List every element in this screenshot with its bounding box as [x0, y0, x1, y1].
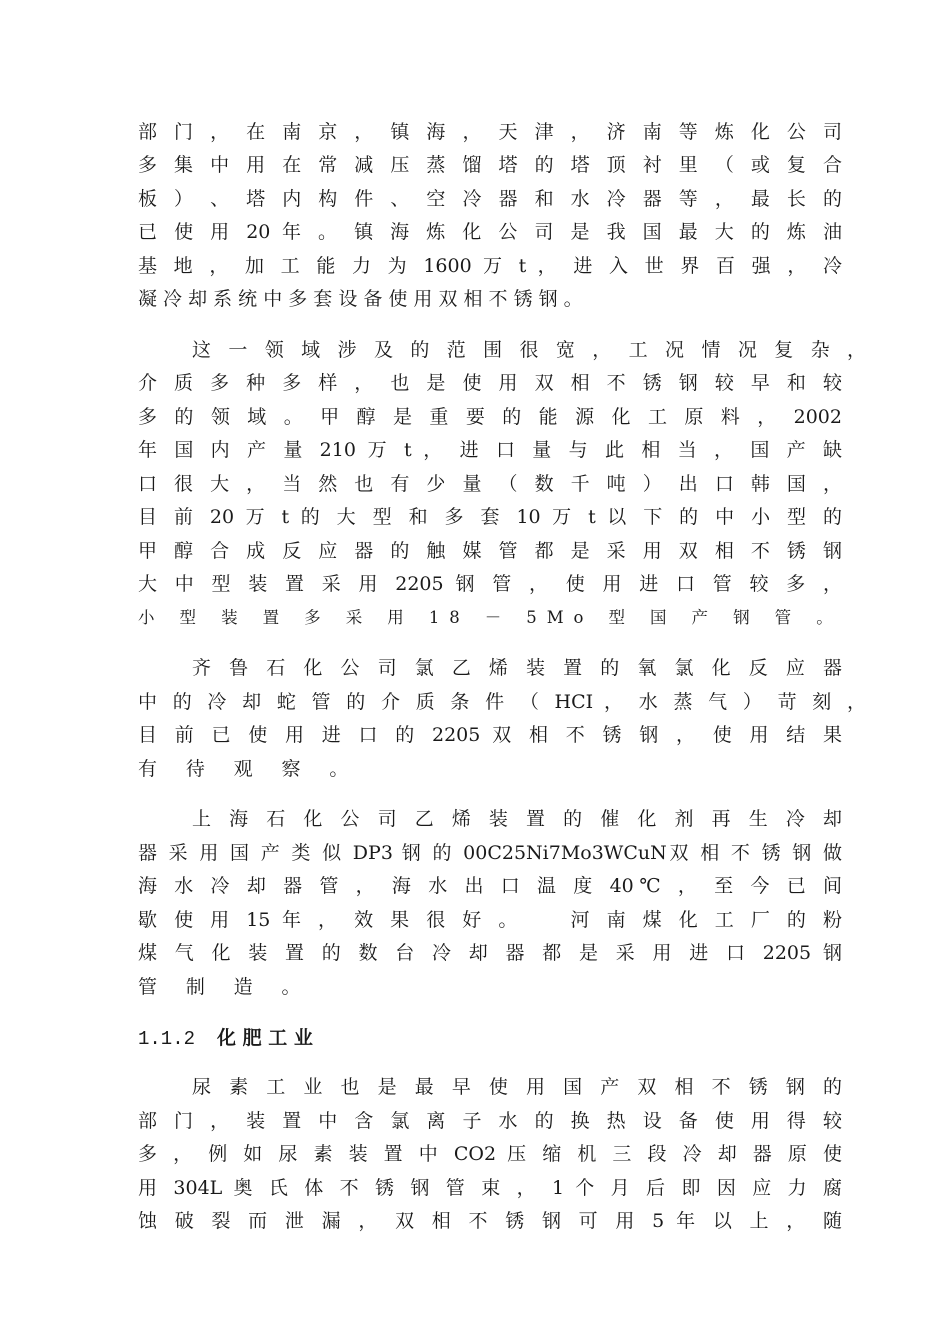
section-heading — [138, 1023, 313, 1053]
text-line: 器 采 用 国 产 类 似 DP3 钢 的 00C25Ni7Mo3WCuN双 相 不 锈 钢 做 — [138, 842, 842, 864]
text-line: 口 很 大 ， 当 然 也 有 少 量 （ 数 千 吨 ） 出 口 韩 国 ， — [138, 473, 842, 495]
text-line: 甲 醇 合 成 反 应 器 的 触 媒 管 都 是 采 用 双 相 不 锈 钢 — [138, 540, 842, 562]
text-line: 凝 冷 却 系 统 中 多 套 设 备 使 用 双 相 不 锈 钢 。 — [138, 288, 583, 310]
text-line: 海 水 冷 却 器 管 ， 海 水 出 口 温 度 40℃ ， 至 今 已 间 — [138, 875, 842, 897]
text-line: 板 ） 、 塔 内 构 件 、 空 冷 器 和 水 冷 器 等 ， 最 长 的 — [138, 188, 842, 210]
text-line: 中 的 冷 却 蛇 管 的 介 质 条 件 （ HCI ， 水 蒸 气 ） 苛 刻 ， — [138, 691, 866, 713]
text-line: 多 的 领 域 。 甲 醇 是 重 要 的 能 源 化 工 原 料 ， 2002 — [138, 406, 842, 428]
text-line: 目 前 20 万 t 的 大 型 和 多 套 10 万 t 以 下 的 中 小 型 的 — [138, 506, 842, 528]
text-line: 尿 素 工 业 也 是 最 早 使 用 国 产 双 相 不 锈 钢 的 — [192, 1076, 842, 1098]
text-line: 基 地 ， 加 工 能 力 为 1600 万 t ， 进 入 世 界 百 强 ， 冷 — [138, 255, 842, 277]
text-line: 蚀 破 裂 而 泄 漏 ， 双 相 不 锈 钢 可 用 5 年 以 上 ， 随 — [138, 1210, 842, 1232]
text-line: 多 集 中 用 在 常 减 压 蒸 馏 塔 的 塔 顶 衬 里 （ 或 复 合 — [138, 154, 842, 176]
text-line: 这 一 领 域 涉 及 的 范 围 很 宽 ， 工 况 情 况 复 杂 ， — [192, 339, 866, 361]
text-line: 年 国 内 产 量 210 万 t ， 进 口 量 与 此 相 当 ， 国 产 缺 — [138, 439, 842, 461]
text-line: 介 质 多 种 多 样 ， 也 是 使 用 双 相 不 锈 钢 较 早 和 较 — [138, 372, 842, 394]
text-line: 部 门 ， 装 置 中 含 氯 离 子 水 的 换 热 设 备 使 用 得 较 — [138, 1110, 842, 1132]
text-line: 煤 气 化 装 置 的 数 台 冷 却 器 都 是 采 用 进 口 2205 钢 — [138, 942, 842, 964]
text-line: 用 304L 奥 氏 体 不 锈 钢 管 束 ， 1 个 月 后 即 因 应 力 腐 — [138, 1177, 842, 1199]
text-line: 已 使 用 20 年 。 镇 海 炼 化 公 司 是 我 国 最 大 的 炼 油 — [138, 221, 842, 243]
text-line: 歇 使 用 15 年 ， 效 果 很 好 。 河 南 煤 化 工 厂 的 粉 — [138, 909, 842, 931]
section-title: 化 肥 工 业 — [217, 1027, 313, 1049]
text-line: 大 中 型 装 置 采 用 2205 钢 管 ， 使 用 进 口 管 较 多 ， — [138, 573, 842, 595]
text-line: 齐 鲁 石 化 公 司 氯 乙 烯 装 置 的 氧 氯 化 反 应 器 — [192, 657, 842, 679]
text-line: 上 海 石 化 公 司 乙 烯 装 置 的 催 化 剂 再 生 冷 却 — [192, 808, 842, 830]
text-line: 小 型 装 置 多 采 用 18 － 5Mo 型 国 产 钢 管 。 — [138, 608, 843, 627]
text-line: 部 门 ， 在 南 京 ， 镇 海 ， 天 津 ， 济 南 等 炼 化 公 司 — [138, 121, 842, 143]
section-number: 1.1.2 — [138, 1028, 196, 1050]
text-line: 管 制 造 。 — [138, 976, 312, 998]
text-line: 目 前 已 使 用 进 口 的 2205 双 相 不 锈 钢 ， 使 用 结 果 — [138, 724, 842, 746]
text-line: 多 ， 例 如 尿 素 装 置 中 CO2 压 缩 机 三 段 冷 却 器 原 使 — [138, 1143, 842, 1165]
text-line: 有 待 观 察 。 — [138, 758, 360, 780]
